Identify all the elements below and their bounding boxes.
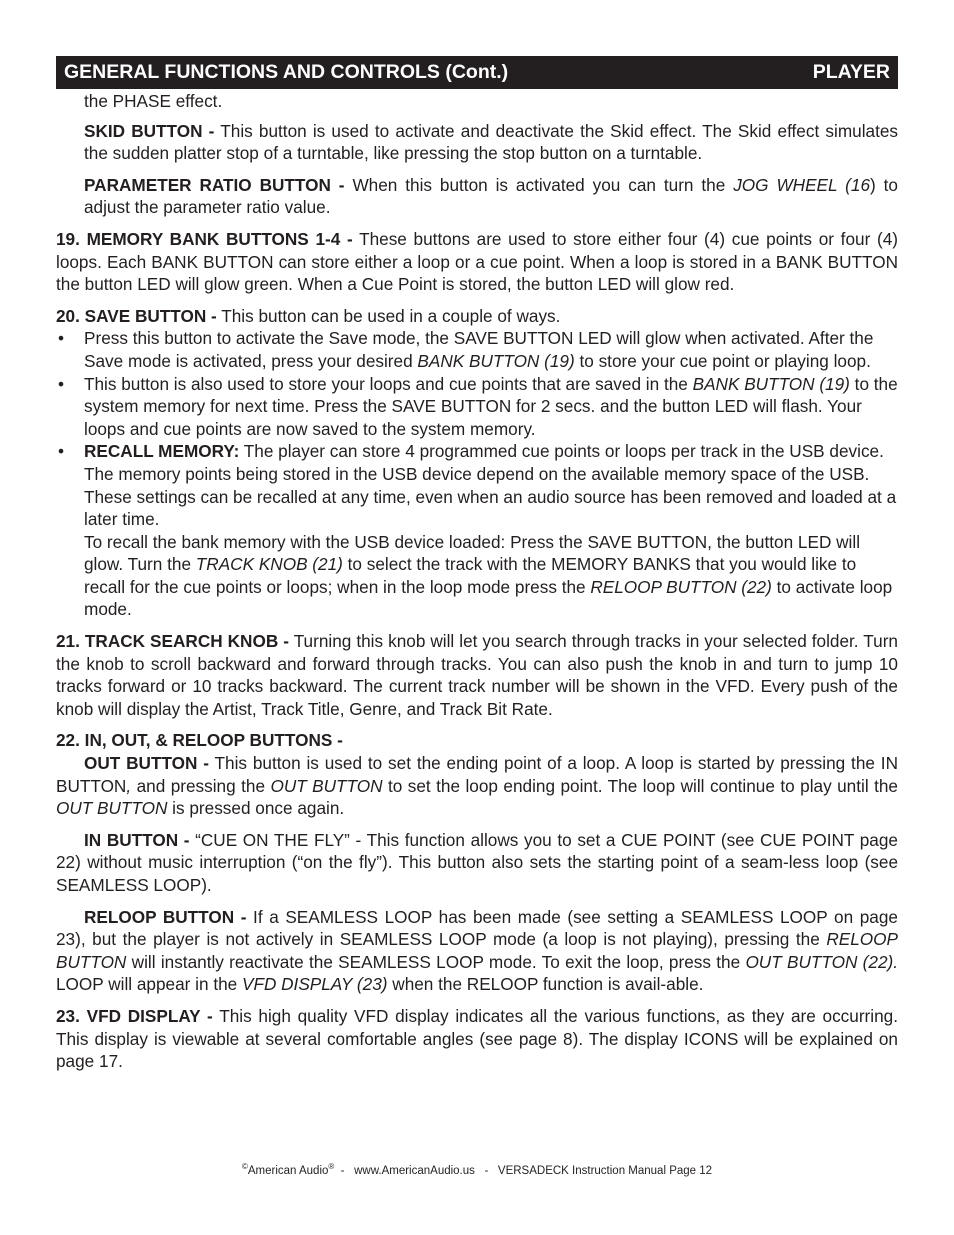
memory-bank-paragraph: 19. MEMORY BANK BUTTONS 1-4 - These buttons are used to store either four (4) cue points or four (4) loops. Each BANK BUTTON can store either a loop or a cue point. When a loop is stored in a BANK BUTTON the button LED will glow green. When a Cue Point is stored, the button LED will glow red. — [56, 228, 898, 295]
memory-bank-label: 19. MEMORY BANK BUTTONS 1-4 - — [56, 228, 353, 249]
skid-paragraph: SKID BUTTON - This button is used to activate and deactivate the Skid effect. The Skid effect simulates the sudden platter stop of a turntable, like pressing the stop button on a turntable. — [84, 120, 898, 164]
header-title: GENERAL FUNCTIONS AND CONTROLS (Cont.) — [64, 61, 509, 83]
footer-text: - www.AmericanAudio.us - VERSADECK Instruction Manual Page 12 — [334, 1164, 713, 1177]
in-button-label: IN BUTTON - — [84, 829, 190, 850]
recall-memory-label: RECALL MEMORY: — [84, 441, 240, 462]
manual-content — [56, 90, 898, 1082]
bullet-icon: • — [58, 328, 65, 349]
reloop-button-label: RELOOP BUTTON - — [84, 906, 247, 927]
param-paragraph: PARAMETER RATIO BUTTON - When this button is activated you can turn the JOG WHEEL (16) to adjust the parameter ratio value. — [84, 174, 898, 218]
footer-brand: American Audio — [247, 1164, 329, 1177]
inout-heading: 22. IN, OUT, & RELOOP BUTTONS - — [56, 730, 343, 751]
recall-paragraph: To recall the bank memory with the USB device loaded: Press the SAVE BUTTON, the button LED will glow. Turn the TRACK KNOB (21) to select the track with the MEMORY BANKS that you would like to recall for the cue points or loops; when in the loop mode press the RELOOP BUTTON (22) to activate loop mode. — [84, 531, 893, 620]
save-bullet-2: • This button is also used to store your loops and cue points that are saved in the BANK BUTTON (19) to the system memory for next time. Press the SAVE BUTTON for 2 secs. and the button LED will flash. Your loops and cue points are now saved to the system memory. — [58, 373, 898, 439]
header-section: PLAYER — [812, 61, 890, 83]
out-button-label: OUT BUTTON - — [84, 753, 209, 774]
out-button-paragraph: OUT BUTTON - This button is used to set the ending point of a loop. A loop is started by pressing the IN BUTTON, and pressing the OUT BUTTON to set the loop ending point. The loop will continue to play until the OUT BUTTON is pressed once again. — [56, 753, 898, 819]
page-header — [56, 56, 898, 89]
save-label: 20. SAVE BUTTON - — [56, 305, 217, 326]
track-search-label: 21. TRACK SEARCH KNOB - — [56, 631, 289, 652]
param-label: PARAMETER RATIO BUTTON - — [84, 174, 345, 195]
bullet-icon: • — [58, 441, 65, 462]
reloop-button-paragraph: RELOOP BUTTON - If a SEAMLESS LOOP has been made (see setting a SEAMLESS LOOP on page 23), but the player is not actively in SEAMLESS LOOP mode (a loop is not playing), pressing the RELOOP BUTTON will instantly reactivate the SEAMLESS LOOP mode. To exit the loop, press the OUT BUTTON (22). LOOP will appear in the VFD DISPLAY (23) when the RELOOP function is avail-able. — [56, 906, 899, 995]
phase-continuation: the PHASE effect. — [84, 91, 223, 111]
bullet-icon: • — [58, 373, 65, 394]
save-bullet-3: • RECALL MEMORY: The player can store 4 programmed cue points or loops per track in the USB device. The memory points being stored in the USB device depend on the available memory space of the USB. These settings can be recalled at any time, even when an audio source has been removed and loaded at a later time. — [58, 441, 897, 530]
in-button-paragraph: IN BUTTON - “CUE ON THE FLY” - This function allows you to set a CUE POINT (see CUE POINT page 22) without music interruption (“on the fly”). This button also sets the starting point of a seam-less loop (see SEAMLESS LOOP). — [56, 829, 898, 895]
save-bullet-1: • Press this button to activate the Save mode, the SAVE BUTTON LED will glow when activated. After the Save mode is activated, press your desired BANK BUTTON (19) to store your cue point or playing loop. — [58, 328, 874, 371]
save-paragraph: 20. SAVE BUTTON - This button can be used in a couple of ways. — [56, 305, 561, 326]
vfd-display-paragraph: 23. VFD DISPLAY - This high quality VFD display indicates all the various functions, as they are occurring. This display is viewable at several comfortable angles (see page 8). The display ICONS will be explained on page 17. — [56, 1005, 898, 1072]
skid-label: SKID BUTTON - — [84, 120, 215, 141]
vfd-display-label: 23. VFD DISPLAY - — [56, 1005, 213, 1026]
track-search-paragraph: 21. TRACK SEARCH KNOB - Turning this knob will let you search through tracks in your selected folder. Turn the knob to scroll backward and forward through tracks. You can also push the knob in and turn to jump 10 tracks forward or 10 tracks backward. The current track number will be shown in the VFD. Every push of the knob will display the Artist, Track Title, Genre, and Track Bit Rate. — [56, 631, 898, 719]
page-footer: ©American Audio® - www.AmericanAudio.us - VERSADECK Instruction Manual Page 12 — [241, 1162, 713, 1177]
